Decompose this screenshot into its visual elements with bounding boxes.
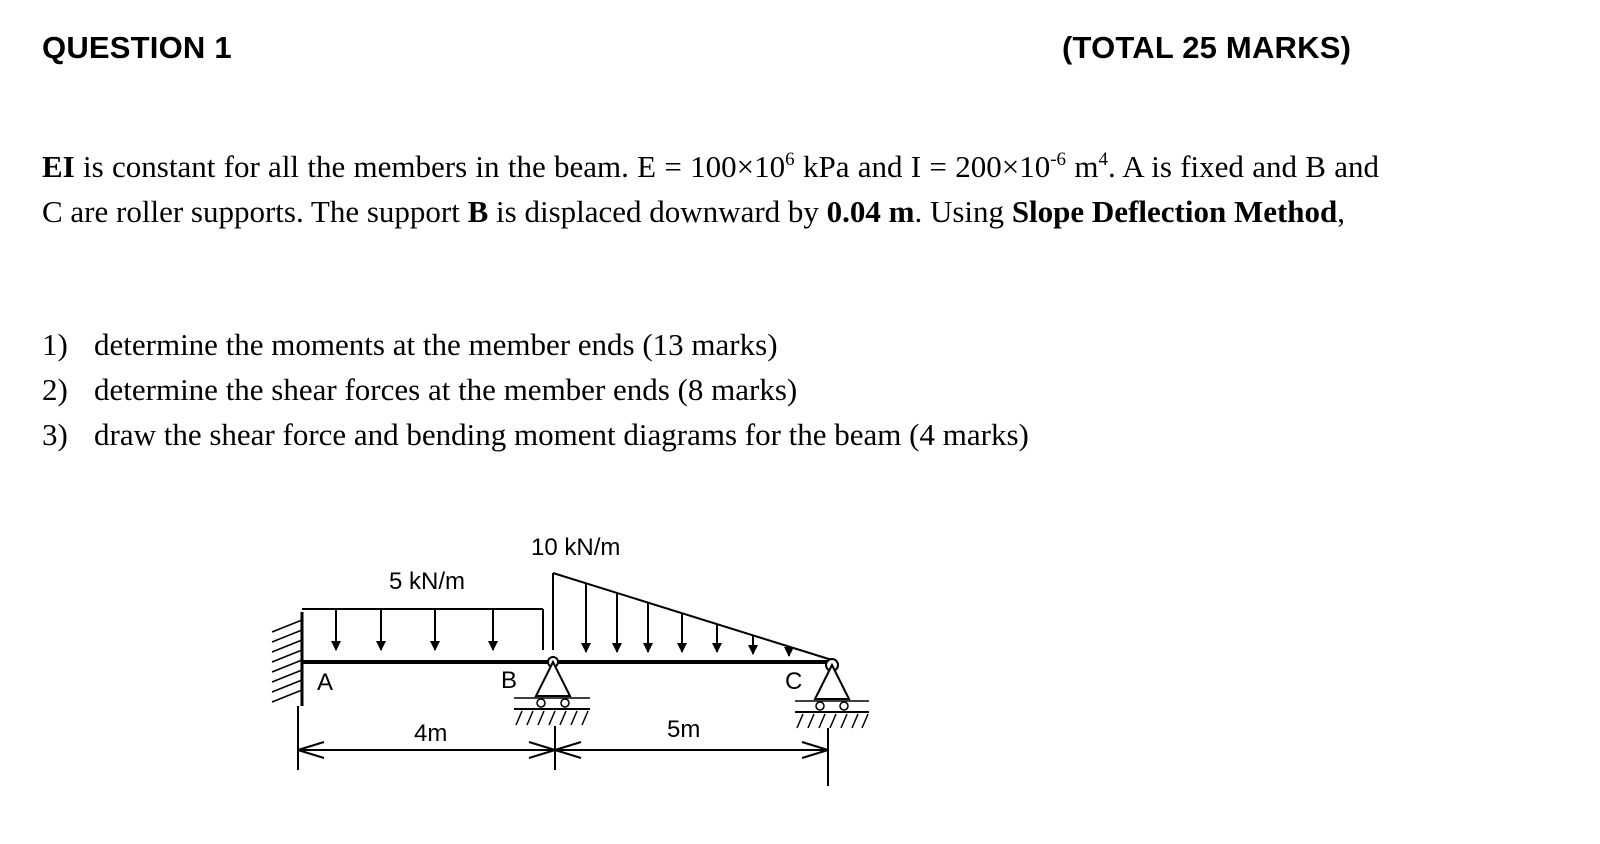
node-label-a: A xyxy=(317,669,334,696)
roller-support-b xyxy=(514,657,590,725)
udl-ab xyxy=(302,609,543,650)
task-item: 3) draw the shear force and bending moment diagrams for the beam (4 marks) xyxy=(42,417,1029,452)
ei-term: EI xyxy=(42,149,75,184)
node-label-c: C xyxy=(785,668,803,695)
displacement-value: 0.04 m xyxy=(826,194,915,229)
load-label-ab: 5 kN/m xyxy=(389,568,466,595)
span-label-bc: 5m xyxy=(667,716,701,743)
question-label: QUESTION 1 xyxy=(42,30,232,65)
task-item: 2) determine the shear forces at the member ends (8 marks) xyxy=(42,372,798,407)
total-marks: (TOTAL 25 MARKS) xyxy=(1062,30,1352,65)
fixed-support-a xyxy=(272,612,302,706)
support-b-term: B xyxy=(467,194,489,229)
triangular-load-bc xyxy=(553,573,832,660)
problem-statement: EI is constant for all the members in the beam. $E = 100\times 10^6$ kPa and $I = 200\times 10^{-6}$ $m^4$. A is fixed and B and C are roller supports. The support B is displaced downward by 0.04 m. Using Slope Deflection Method, xyxy=(42,149,1379,229)
load-label-bc: 10 kN/m xyxy=(531,534,621,561)
span-label-ab: 4m xyxy=(414,720,448,747)
method-name: Slope Deflection Method xyxy=(1011,194,1338,229)
task-item: 1) determine the moments at the member ends (13 marks) xyxy=(42,327,778,362)
roller-support-c xyxy=(795,659,869,728)
node-label-b: B xyxy=(501,667,518,694)
